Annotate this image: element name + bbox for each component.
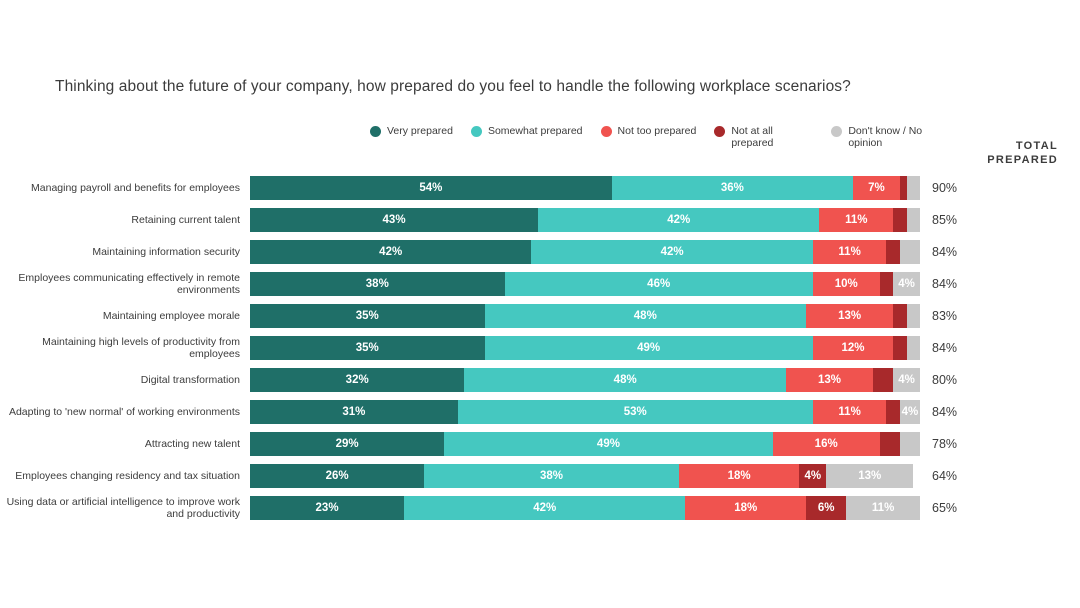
- chart-title: Thinking about the future of your company, how prepared do you feel to handle the following workplace scenarios?: [55, 78, 851, 95]
- bar-segment: 53%: [458, 400, 813, 424]
- total-header-line2: PREPARED: [987, 154, 1058, 166]
- legend-dot-icon: [370, 126, 381, 137]
- legend-label: Very prepared: [387, 125, 453, 137]
- bar-segment: [893, 336, 906, 360]
- legend-label: Not too prepared: [617, 125, 697, 137]
- total-prepared-value: 84%: [932, 277, 958, 291]
- bar-segment: 29%: [250, 432, 444, 456]
- bar-segment: 11%: [813, 400, 887, 424]
- chart-row: [0, 396, 1080, 428]
- legend-item-not-at-all-prepared: [714, 126, 813, 149]
- bar-segment: 49%: [485, 336, 813, 360]
- total-prepared-value: 64%: [932, 469, 958, 483]
- bar-segment: 12%: [813, 336, 893, 360]
- bar-segment: 4%: [900, 400, 920, 424]
- chart-row: [0, 332, 1080, 364]
- chart-row: [0, 460, 1080, 492]
- bar-segment: 13%: [806, 304, 893, 328]
- bar-segment: 42%: [250, 240, 531, 264]
- chart-row-label: Maintaining employee morale: [102, 310, 240, 322]
- bar-segment: [886, 400, 899, 424]
- bar-segment: 11%: [813, 240, 887, 264]
- total-prepared-value: 85%: [932, 213, 958, 227]
- bar-segment: 11%: [846, 496, 920, 520]
- chart-legend: [370, 126, 930, 149]
- bar-segment: [886, 240, 899, 264]
- chart-row: [0, 172, 1080, 204]
- bar-segment: 35%: [250, 336, 485, 360]
- bar-segment: [907, 176, 920, 200]
- bar-segment: 42%: [404, 496, 685, 520]
- stacked-bar: [250, 336, 920, 360]
- stacked-bar: [250, 272, 920, 296]
- bar-segment: 4%: [893, 368, 920, 392]
- bar-segment: 31%: [250, 400, 458, 424]
- total-prepared-value: 78%: [932, 437, 958, 451]
- bar-segment: [893, 208, 906, 232]
- legend-dot-icon: [714, 126, 725, 137]
- chart-row-label: Maintaining information security: [92, 246, 240, 258]
- bar-segment: 18%: [679, 464, 800, 488]
- bar-segment: 10%: [813, 272, 880, 296]
- bar-segment: [900, 240, 920, 264]
- bar-segment: 38%: [424, 464, 679, 488]
- bar-segment: [907, 208, 920, 232]
- total-prepared-value: 65%: [932, 501, 958, 515]
- bar-segment: [900, 176, 907, 200]
- bar-segment: 32%: [250, 368, 464, 392]
- bar-segment: 42%: [531, 240, 812, 264]
- legend-dot-icon: [601, 126, 612, 137]
- bar-segment: 26%: [250, 464, 424, 488]
- total-prepared-value: 90%: [932, 181, 958, 195]
- bar-segment: 42%: [538, 208, 819, 232]
- chart-row-label: Managing payroll and benefits for employees: [31, 182, 240, 194]
- bar-segment: 7%: [853, 176, 900, 200]
- chart-row: [0, 236, 1080, 268]
- legend-item-not-too-prepared: [601, 126, 697, 138]
- bar-segment: 38%: [250, 272, 505, 296]
- stacked-bar: [250, 176, 920, 200]
- legend-dot-icon: [471, 126, 482, 137]
- chart-row: [0, 364, 1080, 396]
- bar-segment: [900, 432, 920, 456]
- chart-row-label: Maintaining high levels of productivity from employees: [42, 336, 240, 360]
- chart-row: [0, 204, 1080, 236]
- bar-segment: 13%: [786, 368, 873, 392]
- chart-rows: [0, 172, 1080, 524]
- chart-row-label: Employees changing residency and tax situation: [15, 470, 240, 482]
- legend-label: Don't know / No opinion: [848, 125, 923, 149]
- stacked-bar: [250, 432, 920, 456]
- chart-row-label: Employees communicating effectively in remote environments: [18, 272, 240, 296]
- chart-row: [0, 428, 1080, 460]
- chart-row-label: Attracting new talent: [144, 438, 240, 450]
- bar-segment: 4%: [893, 272, 920, 296]
- total-prepared-value: 80%: [932, 373, 958, 387]
- stacked-bar: [250, 208, 920, 232]
- bar-segment: 49%: [444, 432, 772, 456]
- stacked-bar: [250, 496, 920, 520]
- legend-dot-icon: [831, 126, 842, 137]
- bar-segment: [893, 304, 906, 328]
- legend-item-somewhat-prepared: [471, 126, 583, 138]
- bar-segment: 23%: [250, 496, 404, 520]
- bar-segment: 6%: [806, 496, 846, 520]
- bar-segment: [873, 368, 893, 392]
- chart-row-label: Digital transformation: [140, 374, 240, 386]
- legend-item-very-prepared: [370, 126, 453, 138]
- bar-segment: 48%: [485, 304, 807, 328]
- bar-segment: 46%: [505, 272, 813, 296]
- stacked-bar: [250, 464, 920, 488]
- stacked-bar: [250, 400, 920, 424]
- bar-segment: 13%: [826, 464, 913, 488]
- bar-segment: 36%: [612, 176, 853, 200]
- legend-label: Not at all prepared: [731, 125, 774, 149]
- bar-segment: 48%: [464, 368, 786, 392]
- chart-row-label: Retaining current talent: [131, 214, 240, 226]
- bar-segment: 43%: [250, 208, 538, 232]
- total-prepared-value: 84%: [932, 245, 958, 259]
- bar-segment: [880, 432, 900, 456]
- bar-segment: 18%: [685, 496, 806, 520]
- total-prepared-header: [987, 139, 1058, 167]
- stacked-bar: [250, 304, 920, 328]
- bar-segment: [907, 304, 920, 328]
- total-prepared-value: 84%: [932, 341, 958, 355]
- bar-segment: 4%: [799, 464, 826, 488]
- stacked-bar: [250, 240, 920, 264]
- chart-row: [0, 268, 1080, 300]
- bar-segment: 16%: [773, 432, 880, 456]
- bar-segment: [880, 272, 893, 296]
- total-header-line1: TOTAL: [1015, 140, 1058, 152]
- bar-segment: 35%: [250, 304, 485, 328]
- chart-row-label: Using data or artificial intelligence to improve work and productivity: [6, 496, 240, 520]
- bar-segment: 54%: [250, 176, 612, 200]
- bar-segment: [907, 336, 920, 360]
- legend-label: Somewhat prepared: [487, 125, 583, 137]
- total-prepared-value: 84%: [932, 405, 958, 419]
- stacked-bar: [250, 368, 920, 392]
- total-prepared-value: 83%: [932, 309, 958, 323]
- legend-item-dont-know: [831, 126, 930, 149]
- chart-row: [0, 300, 1080, 332]
- chart-row: [0, 492, 1080, 524]
- chart-row-label: Adapting to 'new normal' of working environments: [8, 406, 240, 418]
- bar-segment: 11%: [819, 208, 893, 232]
